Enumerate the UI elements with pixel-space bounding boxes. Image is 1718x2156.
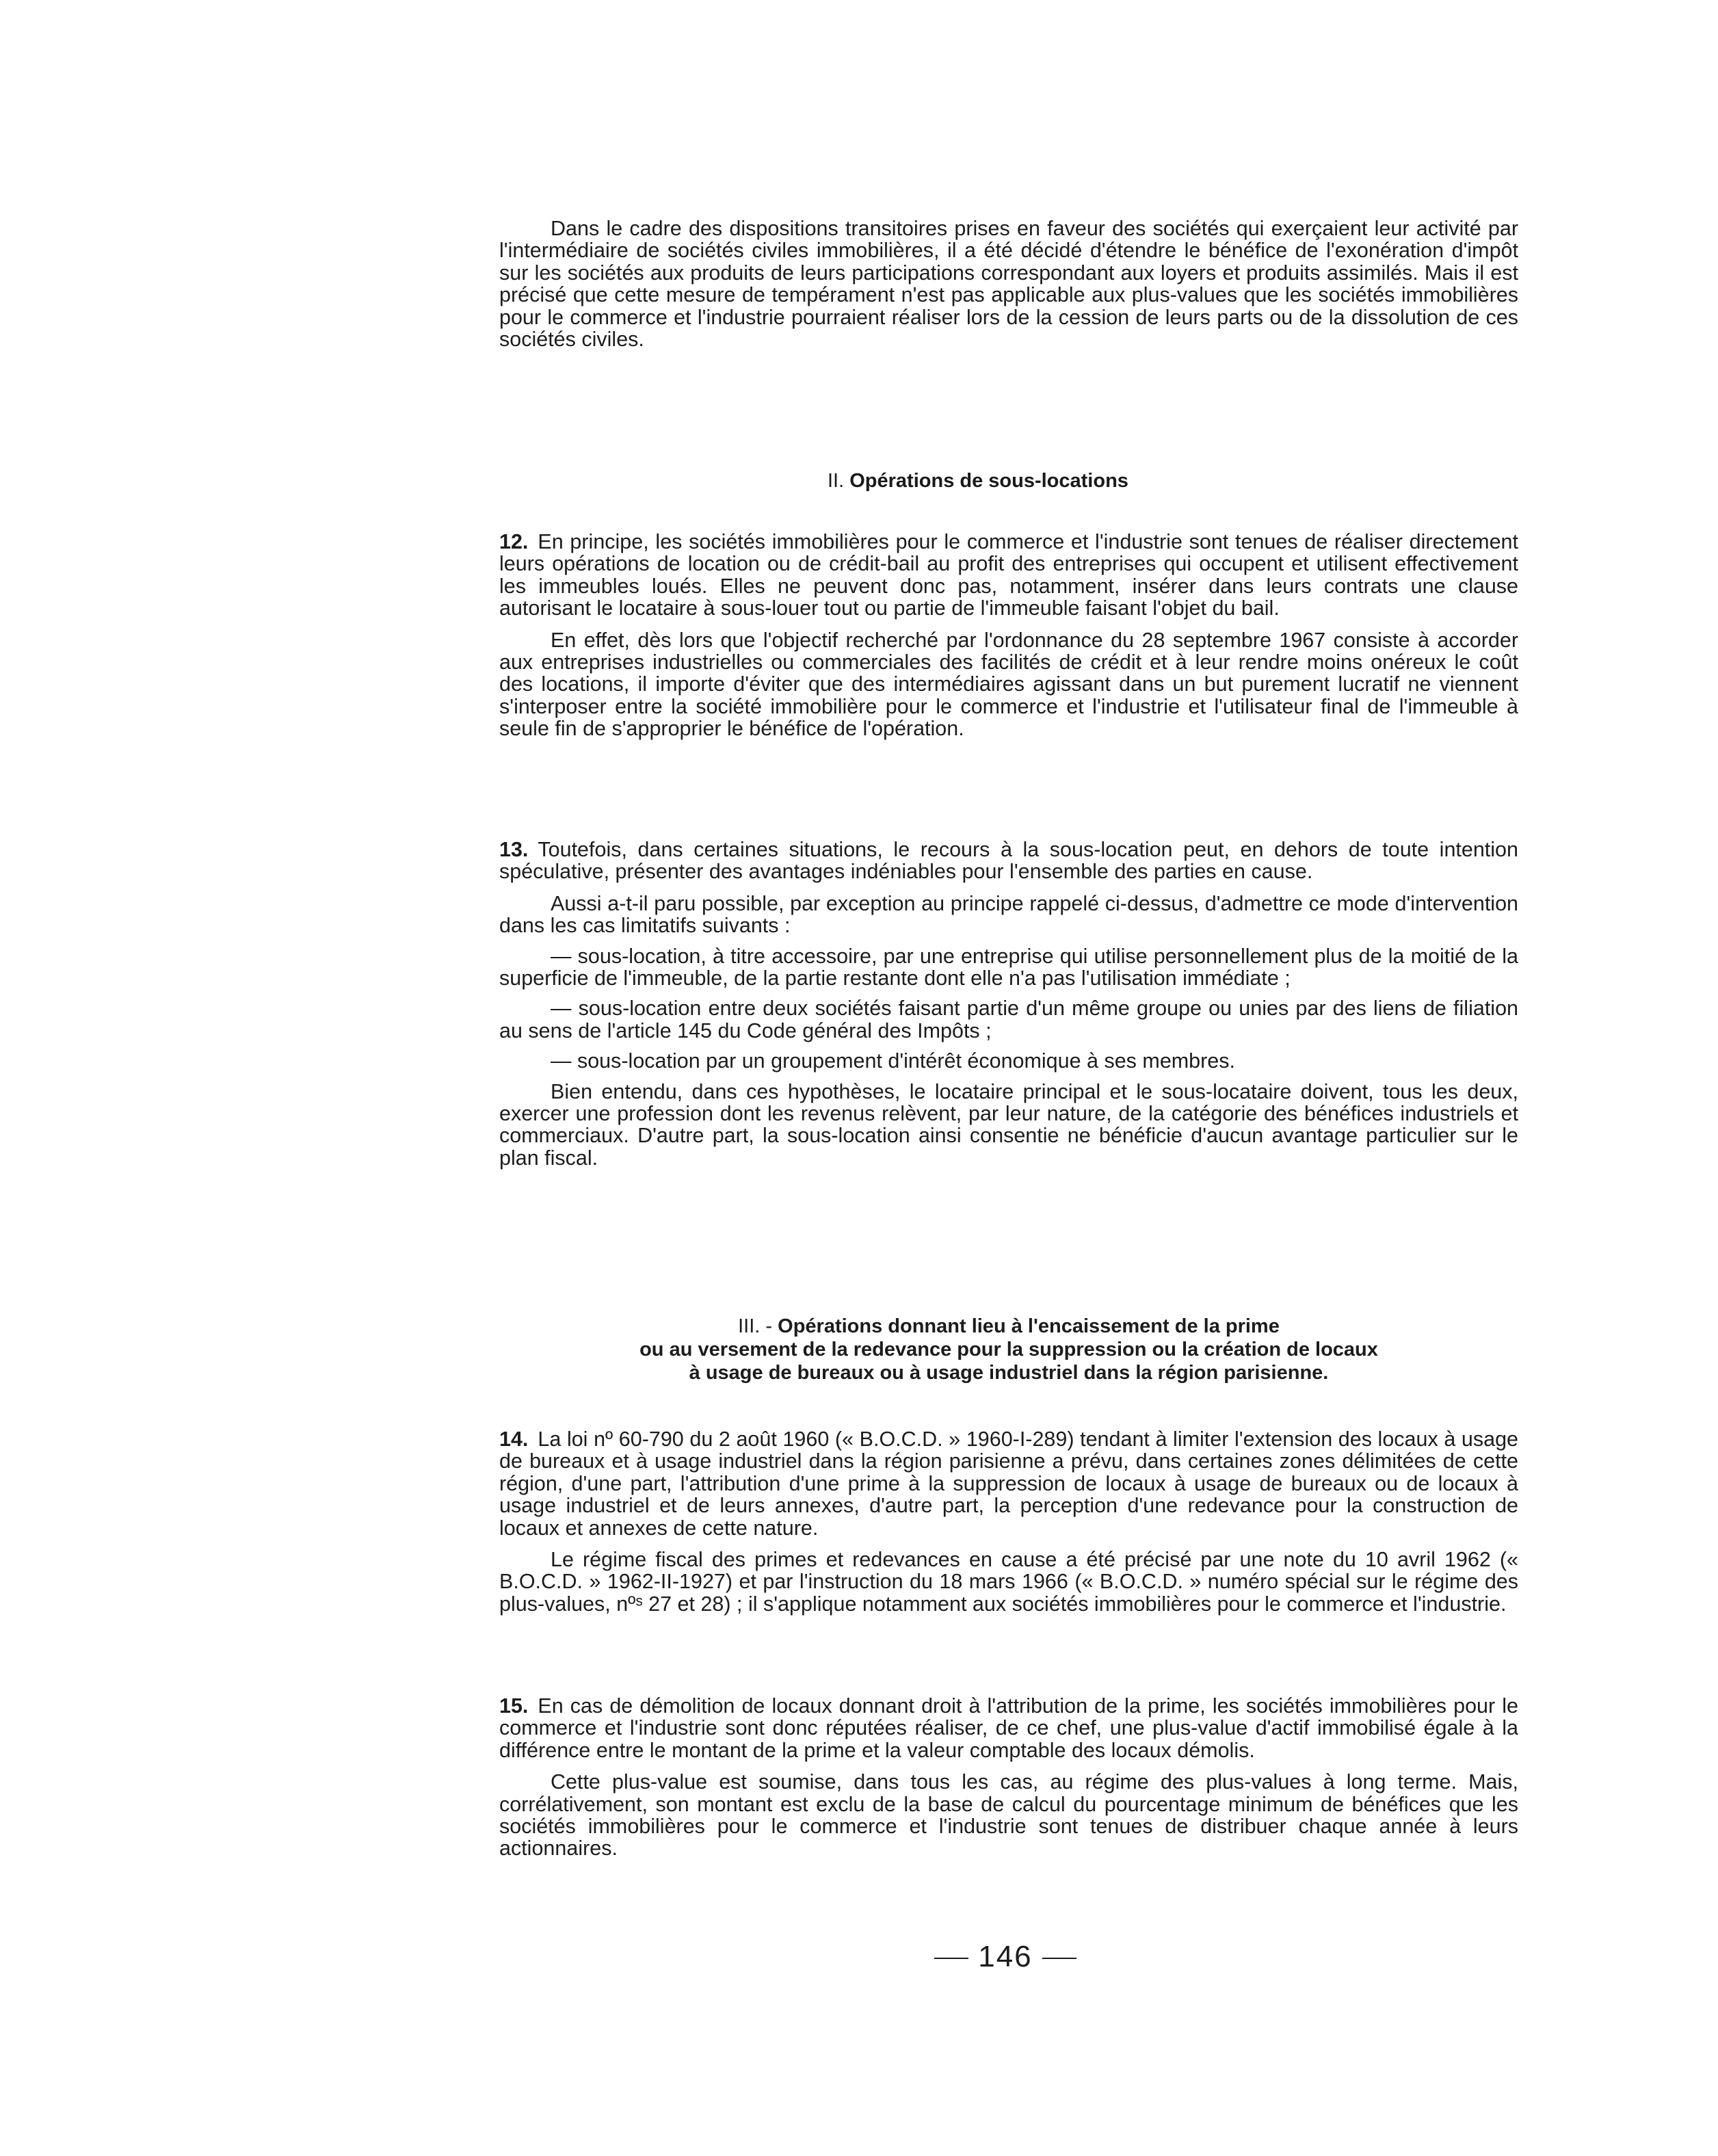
- heading-iii-line-1: [499, 1315, 1518, 1338]
- paragraph-number-12: 12.: [499, 530, 529, 553]
- page-number-footer: [934, 1940, 1076, 1974]
- section-13: [499, 839, 1518, 1169]
- section-roman-iii: III. -: [738, 1315, 773, 1337]
- heading-iii-line-1-text: Opérations donnant lieu à l'encaissement de la prime: [778, 1315, 1280, 1337]
- section-15: [499, 1695, 1518, 1860]
- paragraph-15: [499, 1695, 1518, 1761]
- heading-iii-line-2: ou au versement de la redevance pour la suppression ou la création de locaux: [639, 1339, 1378, 1360]
- section-title-ii: Opérations de sous-locations: [849, 470, 1128, 492]
- paragraph-15-text: En cas de démolition de locaux donnant droit à l'attribution de la prime, les sociétés immobilières pour le commerce et l'industrie sont donc réputées réaliser, de ce chef, une plus-value d'actif immobilisé égale à la différence entre le montant de la prime et la valeur comptable des locaux démolis.: [499, 1694, 1518, 1762]
- intro-paragraph: Dans le cadre des dispositions transitoires prises en faveur des sociétés qui exerçaient leur activité par l'intermédiaire de sociétés civiles immobilières, il a été décidé d'étendre le bénéfice de l'exonération d'impôt sur les sociétés aux produits de leurs participations correspondant aux loyers et produits assimilés. Mais il est précisé que cette mesure de tempérament n'est pas applicable aux plus-values que les sociétés immobilières pour le commerce et l'industrie pourraient réaliser lors de la cession de leurs parts ou de la dissolution de ces sociétés civiles.: [499, 217, 1518, 352]
- folio-dash-right: [1042, 1958, 1076, 1959]
- paragraph-12: [499, 531, 1518, 620]
- section-12: [499, 531, 1518, 740]
- paragraph-13c: Bien entendu, dans ces hypothèses, le locataire principal et le sous-locataire doivent, tous les deux, exercer une profession dont les revenus relèvent, par leur nature, de la catégorie des bénéfices industriels et commerciaux. D'autre part, la sous-location ainsi consentie ne bénéficie d'aucun avantage particulier sur le plan fiscal.: [499, 1079, 1518, 1170]
- paragraph-number-14: 14.: [499, 1428, 529, 1451]
- heading-iii-line-3: à usage de bureaux ou à usage industriel dans la région parisienne.: [689, 1362, 1329, 1384]
- paragraph-number-15: 15.: [499, 1694, 529, 1718]
- list-item-1: — sous-location, à titre accessoire, par une entreprise qui utilise personnellement plus de la moitié de la superficie de l'immeuble, de la partie restante dont elle n'a pas l'utilisation immédiate ;: [499, 944, 1518, 990]
- folio-dash-left: [934, 1958, 968, 1959]
- paragraph-14-text: La loi nº 60-790 du 2 août 1960 (« B.O.C.D. » 1960-I-289) tendant à limiter l'extension des locaux à usage de bureaux et à usage industriel dans la région parisienne a prévu, dans certaines zones délimitées de cette région, d'une part, l'attribution d'une prime à la suppression de locaux à usage de bureaux ou de locaux à usage industriel et de leurs annexes, d'autre part, la perception d'une redevance pour la construction de locaux et annexes de cette nature.: [499, 1428, 1518, 1540]
- list-item-2: — sous-location entre deux sociétés faisant partie d'un même groupe ou unies par des liens de filiation au sens de l'article 145 du Code général des Impôts ;: [499, 997, 1518, 1042]
- list-item-3: — sous-location par un groupement d'intérêt économique à ses membres.: [551, 1049, 1235, 1073]
- section-heading-iii: [499, 1315, 1518, 1384]
- paragraph-13-text: Toutefois, dans certaines situations, le recours à la sous-location peut, en dehors de toute intention spéculative, présenter des avantages indéniables pour l'ensemble des parties en cause.: [499, 838, 1518, 884]
- paragraph-12-text: En principe, les sociétés immobilières pour le commerce et l'industrie sont tenues de réaliser directement leurs opérations de location ou de crédit-bail au profit des entreprises qui occupent et utilisent effectivement les immeubles loués. Elles ne peuvent donc pas, notamment, insérer dans leurs contrats une clause autorisant le locataire à sous-louer tout ou partie de l'immeuble faisant l'objet du bail.: [499, 530, 1518, 620]
- paragraph-15b: Cette plus-value est soumise, dans tous les cas, au régime des plus-values à long terme. Mais, corrélativement, son montant est exclu de la base de calcul du pourcentage minimum de bénéfices que les sociétés immobilières pour le commerce et l'industrie sont tenues de distribuer chaque année à leurs actionnaires.: [499, 1770, 1518, 1861]
- paragraph-13b: Aussi a-t-il paru possible, par exception au principe rappelé ci-dessus, d'admettre ce mode d'intervention dans les cas limitatifs suivants :: [499, 891, 1518, 938]
- intro-block: [499, 218, 1518, 350]
- section-heading-ii: [828, 469, 1128, 492]
- page-number: 146: [978, 1940, 1033, 1973]
- paragraph-14: [499, 1428, 1518, 1539]
- section-roman-ii: II.: [828, 470, 845, 492]
- paragraph-number-13: 13.: [499, 838, 529, 861]
- section-14: [499, 1428, 1518, 1615]
- paragraph-13: [499, 839, 1518, 883]
- paragraph-12b: En effet, dès lors que l'objectif recherché par l'ordonnance du 28 septembre 1967 consiste à accorder aux entreprises industrielles ou commerciales des facilités de crédit et à leur rendre moins onéreux le coût des locations, il importe d'éviter que des intermédiaires agissant dans un but purement lucratif ne viennent s'interposer entre la société immobilière pour le commerce et l'industrie et l'utilisateur final de l'immeuble à seule fin de s'approprier le bénéfice de l'opération.: [499, 628, 1518, 741]
- paragraph-14b: Le régime fiscal des primes et redevances en cause a été précisé par une note du 10 avril 1962 (« B.O.C.D. » 1962-II-1927) et par l'instruction du 18 mars 1966 (« B.O.C.D. » numéro spécial sur le régime des plus-values, nºˢ 27 et 28) ; il s'applique notamment aux sociétés immobilières pour le commerce et l'industrie.: [499, 1548, 1518, 1616]
